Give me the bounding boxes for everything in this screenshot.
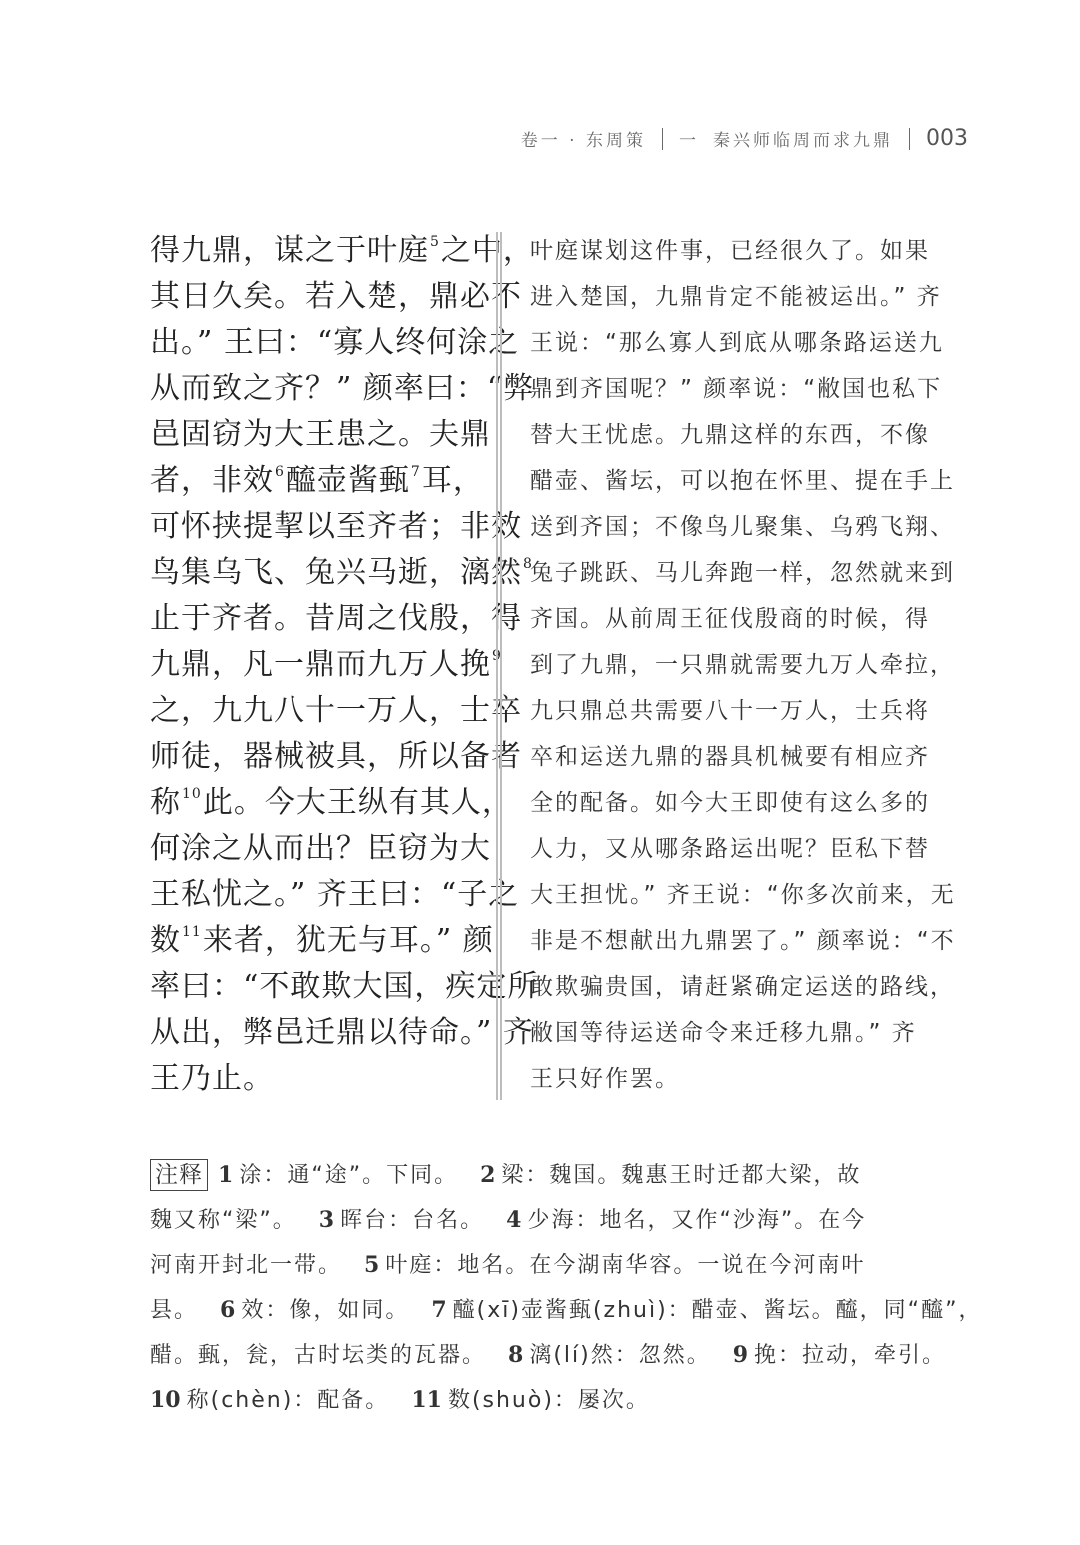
footnote-marker: 11 xyxy=(182,924,202,940)
annotation-text: 醋。甀，瓮，古时坛类的瓦器。 xyxy=(150,1343,487,1368)
original-text-line xyxy=(150,1056,480,1102)
annotation-number: 7 xyxy=(431,1297,447,1323)
translation-line: 敝国等待运送命令来迁移九鼎。” 齐 xyxy=(530,1020,917,1046)
annotation-text: 县。 xyxy=(150,1298,199,1323)
translation-line: 齐国。从前周王征伐殷商的时候，得 xyxy=(530,606,930,632)
annotation-line xyxy=(150,1333,947,1378)
original-text-segment: 率曰：“不敢欺大国，疾定所 xyxy=(150,969,539,1004)
footnote-marker: 9 xyxy=(492,648,502,664)
original-text-segment: 王乃止。 xyxy=(150,1061,274,1096)
original-text-segment: 止于齐者。昔周之伐殷，得 xyxy=(150,601,522,636)
original-text-line xyxy=(150,872,520,918)
original-text-segment: 师徒，器械被具，所以备者 xyxy=(150,739,522,774)
translation-line: 替大王忧虑。九鼎这样的东西，不像 xyxy=(530,422,930,448)
header-divider xyxy=(662,128,663,150)
original-text-line xyxy=(150,366,535,412)
footnote-marker: 10 xyxy=(182,786,202,802)
original-text-line xyxy=(150,964,539,1010)
annotation-line xyxy=(150,1153,940,1198)
annotation-line xyxy=(150,1243,940,1288)
original-text-line xyxy=(150,780,513,826)
annotation-text: 魏又称“梁”。 xyxy=(150,1208,297,1233)
original-text-segment: 从出，弊邑迁鼎以待命。” 齐 xyxy=(150,1015,534,1050)
annotation-text: 称(chèn)：配备。 xyxy=(186,1388,390,1413)
original-text-line xyxy=(150,688,522,734)
translation-line: 叶庭谋划这件事，已经很久了。如果 xyxy=(530,238,930,264)
annotation-number: 5 xyxy=(364,1252,380,1278)
original-text-segment: 王私忧之。” 齐王曰：“子之 xyxy=(150,877,520,912)
footnote-marker: 5 xyxy=(430,234,440,250)
annotation-number: 8 xyxy=(508,1342,524,1368)
translation-line: 进入楚国，九鼎肯定不能被运出。” 齐 xyxy=(530,284,942,310)
original-text-line xyxy=(150,1010,534,1056)
annotation-text: 叶庭：地名。在今湖南华容。一说在今河南叶 xyxy=(385,1253,866,1278)
original-text-segment: 数 xyxy=(150,923,181,958)
translation-line: 人力，又从哪条路运出呢？臣私下替 xyxy=(530,836,930,862)
annotation-number: 4 xyxy=(506,1207,522,1233)
translation-line: 王只好作罢。 xyxy=(530,1066,680,1092)
annotations-label: 注释 xyxy=(150,1159,208,1191)
annotation-text: 晖台：台名。 xyxy=(340,1208,485,1233)
original-text-segment: 之，九九八十一万人，士卒 xyxy=(150,693,522,728)
annotation-number: 11 xyxy=(411,1387,442,1413)
original-text-line xyxy=(150,228,534,274)
footnote-marker: 6 xyxy=(275,464,285,480)
column-divider xyxy=(496,232,502,1100)
annotation-number: 2 xyxy=(480,1162,496,1188)
annotation-text: 河南开封北一带。 xyxy=(150,1253,343,1278)
original-text-line xyxy=(150,320,520,366)
original-text-segment: 出。” 王曰：“寡人终何涂之 xyxy=(150,325,520,360)
translation-line: 到了九鼎，一只鼎就需要九万人牵拉， xyxy=(530,652,955,678)
book-section: 卷一 · 东周策 xyxy=(520,131,646,151)
original-text-line xyxy=(150,458,484,504)
original-text-segment: 醯壶酱甀 xyxy=(285,463,410,498)
translation-line: 敢欺骗贵国，请赶紧确定运送的路线， xyxy=(530,974,955,1000)
footnote-marker: 8 xyxy=(523,556,533,572)
original-text-column xyxy=(150,228,539,1102)
annotation-line xyxy=(150,1288,983,1333)
original-text-line xyxy=(150,412,491,458)
translation-line: 大王担忧。” 齐王说：“你多次前来，无 xyxy=(530,882,956,908)
annotation-text: 漓(lí)然：忽然。 xyxy=(529,1343,711,1368)
original-text-line xyxy=(150,596,522,642)
annotation-text: 醯(xī)壶酱甀(zhuì)：醋壶、酱坛。醯，同“醯”， xyxy=(452,1298,983,1323)
annotation-line xyxy=(150,1378,940,1423)
translation-column xyxy=(530,228,956,1102)
annotation-text: 效：像，如同。 xyxy=(241,1298,410,1323)
annotation-text: 涂：通“途”。下同。 xyxy=(239,1163,459,1188)
translation-line: 全的配备。如今大王即使有这么多的 xyxy=(530,790,930,816)
annotation-number: 3 xyxy=(318,1207,335,1233)
header-dash: 一 xyxy=(679,131,697,151)
original-text-segment: 鸟集乌飞、兔兴马逝，漓然 xyxy=(150,555,522,590)
original-text-segment: 得九鼎，谋之于叶庭 xyxy=(150,233,429,268)
original-text-line xyxy=(150,918,494,964)
original-text-segment: 邑固窃为大王患之。夫鼎 xyxy=(150,417,491,452)
original-text-line xyxy=(150,504,522,550)
original-text-segment: 称 xyxy=(150,785,181,820)
original-text-line xyxy=(150,550,533,596)
original-text-line xyxy=(150,734,522,780)
original-text-segment: 何涂之从而出？臣窃为大 xyxy=(150,831,491,866)
translation-line: 鼎到齐国呢？” 颜率说：“敝国也私下 xyxy=(530,376,943,402)
translation-line: 送到齐国；不像鸟儿聚集、乌鸦飞翔、 xyxy=(530,514,955,540)
translation-line: 醋壶、酱坛，可以抱在怀里、提在手上 xyxy=(530,468,955,494)
annotation-number: 10 xyxy=(150,1387,181,1413)
translation-line: 非是不想献出九鼎罢了。” 颜率说：“不 xyxy=(530,928,956,954)
annotation-number: 6 xyxy=(220,1297,236,1323)
original-text-segment: 耳， xyxy=(421,463,484,498)
original-text-segment: 之中， xyxy=(440,233,534,268)
annotation-line xyxy=(150,1198,940,1243)
original-text-line xyxy=(150,826,491,872)
original-text-segment: 此。今大王纵有其人， xyxy=(202,785,513,820)
page-number: 003 xyxy=(926,126,968,151)
translation-line: 九只鼎总共需要八十一万人，士兵将 xyxy=(530,698,930,724)
original-text-segment: 其日久矣。若入楚，鼎必不 xyxy=(150,279,522,314)
original-text-line xyxy=(150,274,522,320)
original-text-segment: 者，非效 xyxy=(150,463,274,498)
original-text-line xyxy=(150,642,502,688)
original-text-segment: 从而致之齐？” 颜率曰：“弊 xyxy=(150,371,535,406)
annotation-text: 数(shuò)：屡次。 xyxy=(447,1388,650,1413)
translation-line: 兔子跳跃、马儿奔跑一样，忽然就来到 xyxy=(530,560,955,586)
translation-line: 王说：“那么寡人到底从哪条路运送九 xyxy=(530,330,944,356)
translation-line: 卒和运送九鼎的器具机械要有相应齐 xyxy=(530,744,930,770)
original-text-segment: 九鼎，凡一鼎而九万人挽 xyxy=(150,647,491,682)
annotations-section xyxy=(150,1153,983,1423)
chapter-title: 秦兴师临周而求九鼎 xyxy=(713,131,893,151)
footnote-marker: 7 xyxy=(410,464,421,480)
annotation-text: 挽：拉动，牵引。 xyxy=(754,1343,947,1368)
running-header xyxy=(521,126,968,151)
original-text-segment: 来者，犹无与耳。” 颜 xyxy=(202,923,494,958)
annotation-text: 少海：地名，又作“沙海”。在今 xyxy=(527,1208,867,1233)
header-divider xyxy=(909,128,910,150)
original-text-segment: 可怀挟提挈以至齐者；非效 xyxy=(150,509,522,544)
annotation-text: 梁：魏国。魏惠王时迁都大梁，故 xyxy=(501,1163,862,1188)
annotation-number: 9 xyxy=(732,1342,749,1368)
annotation-number: 1 xyxy=(218,1162,234,1188)
